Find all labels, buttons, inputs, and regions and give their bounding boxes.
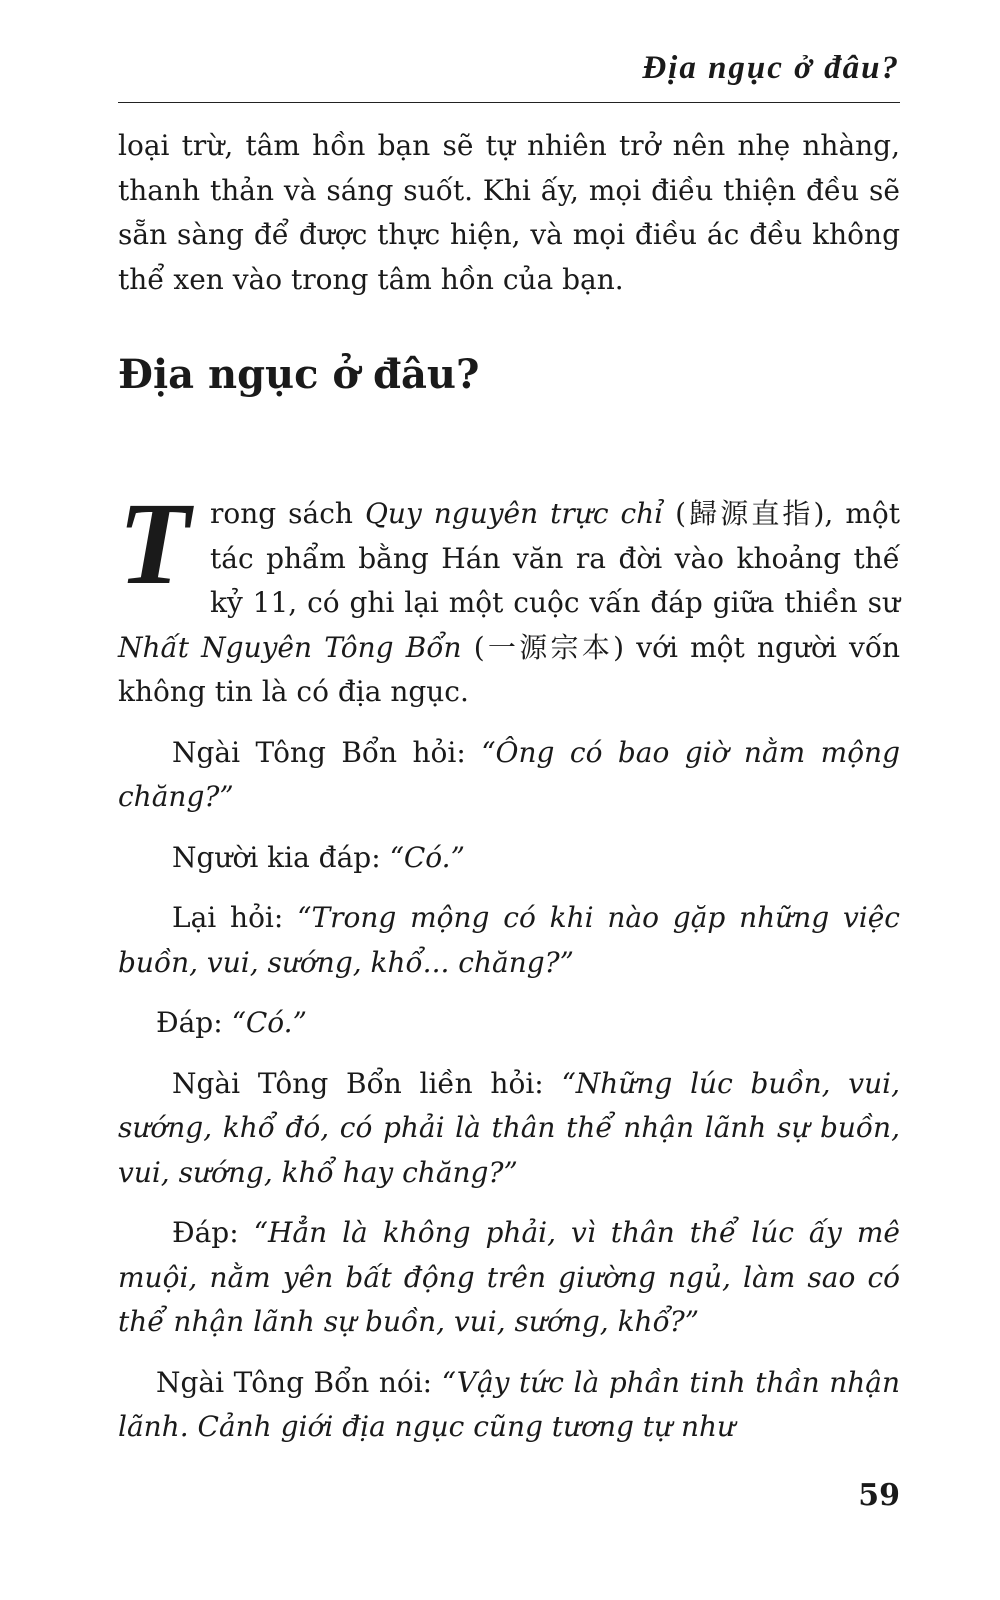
- intro-paragraph: loại trừ, tâm hồn bạn sẽ tự nhiên trở nên nhẹ nhàng, thanh thản và sáng suốt. Khi ấy, mọi điều thiện đều sẽ sẵn sàng để được thực hiện, và mọi điều ác đều không thể xen vào trong tâm hồn của bạn.: [118, 129, 900, 296]
- dialogue-line: [118, 1062, 900, 1196]
- running-header: Địa ngục ở đâu?: [642, 50, 900, 86]
- drop-cap: T: [118, 478, 191, 609]
- speech: “Ông có bao giờ nằm mộng chăng?”: [118, 735, 901, 813]
- page-number: 59: [858, 1478, 900, 1513]
- header-rule: [118, 102, 900, 103]
- first-paragraph-text-2: (歸源直指), một tác phẩm bằng Hán văn ra đời vào khoảng thế kỷ 11, có ghi lại một cuộc vấn đáp giữa thiền sư: [210, 497, 900, 619]
- section-title: Địa ngục ở đâu?: [118, 351, 480, 398]
- speech: “Có.”: [389, 840, 465, 874]
- book-title: Quy nguyên trực chỉ: [364, 497, 664, 530]
- speaker: Người kia đáp:: [172, 840, 390, 874]
- dialogue-line: [118, 836, 900, 881]
- speaker: Đáp:: [172, 1216, 254, 1249]
- first-paragraph-text-3: (一源宗本) với một người vốn không tin là có địa ngục.: [118, 630, 900, 708]
- speaker: Lại hỏi:: [172, 901, 298, 934]
- speech: “Những lúc buồn, vui, sướng, khổ đó, có phải là thân thể nhận lãnh sự buồn, vui, sướng, khổ hay chăng?”: [118, 1066, 900, 1189]
- dialogue-line: [118, 1001, 900, 1046]
- speech: “Hẳn là không phải, vì thân thể lúc ấy mê muội, nằm yên bất động trên giường ngủ, làm sao có thể nhận lãnh sự buồn, vui, sướng, khổ?”: [118, 1216, 900, 1338]
- speaker: Ngài Tông Bổn nói:: [156, 1365, 442, 1399]
- first-paragraph-text-1: rong sách: [210, 497, 365, 530]
- speech: “Có.”: [231, 1006, 307, 1039]
- dialogue-line: [118, 1361, 900, 1450]
- speaker: Ngài Tông Bổn liền hỏi:: [172, 1066, 562, 1100]
- dialogue-line: [118, 1211, 900, 1345]
- dialogue-line: [118, 731, 900, 820]
- first-paragraph: [118, 478, 900, 715]
- master-name: Nhất Nguyên Tông Bổn: [118, 630, 462, 664]
- speech: “Vậy tức là phần tinh thần nhận lãnh. Cảnh giới địa ngục cũng tương tự như: [118, 1365, 900, 1443]
- body-text: [118, 124, 900, 1450]
- dialogue-line: [118, 896, 900, 985]
- speaker: Ngài Tông Bổn hỏi:: [172, 735, 482, 769]
- speech: “Trong mộng có khi nào gặp những việc buồn, vui, sướng, khổ... chăng?”: [118, 901, 900, 979]
- speaker: Đáp:: [156, 1006, 232, 1039]
